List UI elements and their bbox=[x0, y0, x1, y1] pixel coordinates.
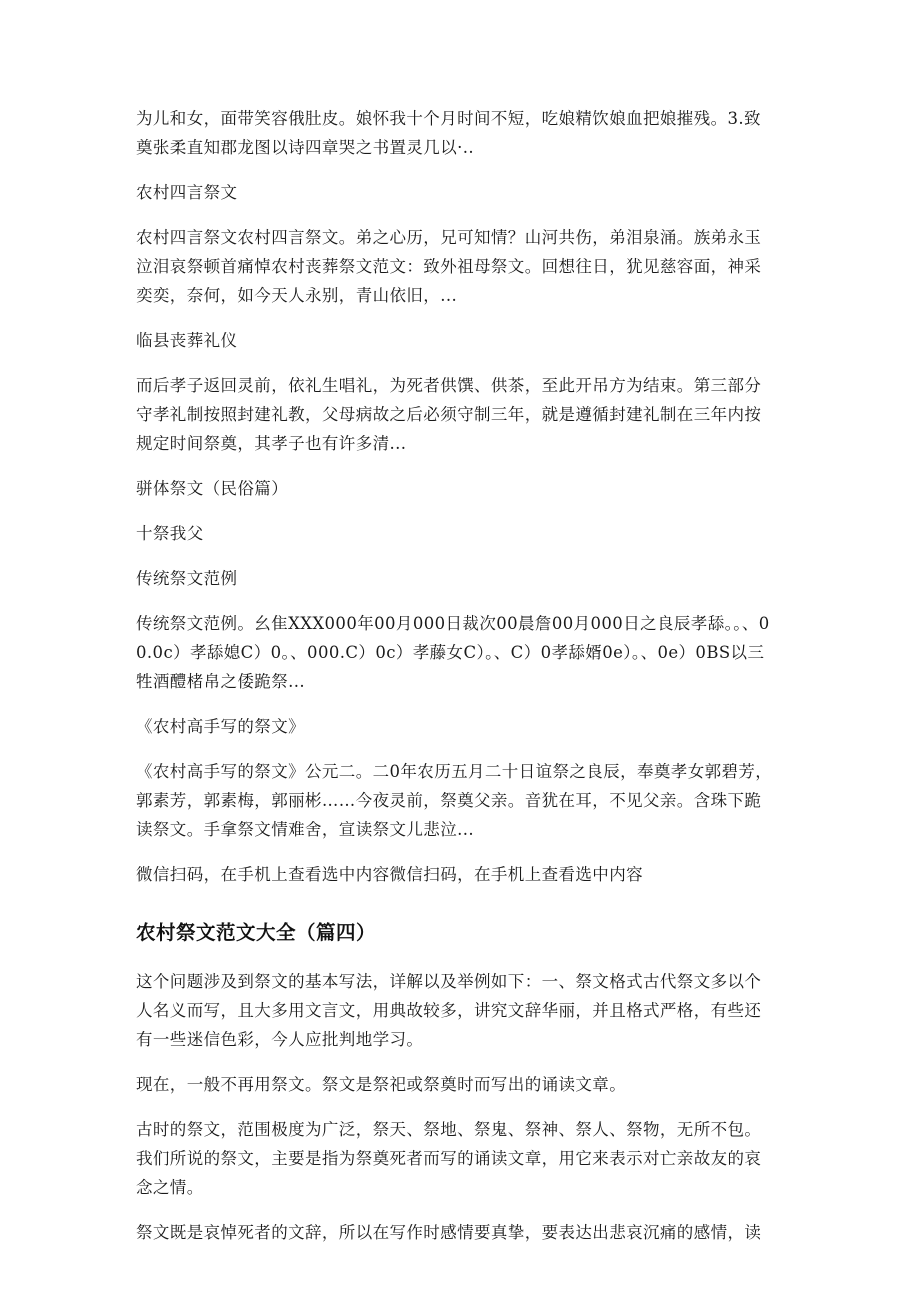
section-heading: 农村祭文范文大全（篇四） bbox=[136, 921, 377, 944]
subheading-rural-four-char: 农村四言祭文 bbox=[136, 183, 238, 202]
paragraph-traditional-example: 传统祭文范例。幺隹XXX000年00月000日裁次00晨詹00月000日之良辰孝舔。。、00.0c）孝舔媳C）0。、000.C）0c）孝藤女C）。、C）0孝舔婿0e）。、0e）0BS以三牲酒醴楮帛之倭跪祭... bbox=[136, 614, 770, 691]
paragraph-rural-four-char: 农村四言祭文农村四言祭文。弟之心历，兄可知情？山河共伤，弟泪泉涌。族弟永玉泣泪哀祭顿首痛悼农村丧葬祭文范文：致外祖母祭文。回想往日，犹见慈容面，神采奕奕，奈何，如今天人永别，青山依旧，... bbox=[136, 228, 762, 305]
subheading-parallel-prose: 骈体祭文（民俗篇） bbox=[136, 479, 289, 498]
paragraph-linxian-funeral: 而后孝子返回灵前，依礼生唱礼，为死者供馔、供茶，至此开吊方为结束。第三部分守孝礼制按照封建礼教，父母病故之后必须守制三年，就是遵循封建礼制在三年内按规定时间祭奠，其孝子也有许多清... bbox=[136, 376, 762, 453]
paragraph-ancient-scope: 古时的祭文，范围极度为广泛，祭天、祭地、祭鬼、祭神、祭人、祭物，无所不包。我们所说的祭文，主要是指为祭奠死者而写的诵读文章，用它来表示对亡亲故友的哀念之情。 bbox=[136, 1120, 762, 1197]
subheading-rural-expert: 《农村高手写的祭文》 bbox=[136, 717, 305, 736]
subheading-linxian-funeral: 临县丧葬礼仪 bbox=[136, 331, 238, 350]
subheading-ten-offerings: 十祭我父 bbox=[136, 524, 204, 543]
paragraph-rural-expert: 《农村高手写的祭文》公元二。二0年农历五月二十日谊祭之良辰，奉奠孝女郭碧芳，郭素芳，郭素梅，郭丽彬……今夜灵前，祭奠父亲。音犹在耳，不见父亲。含珠下跪读祭文。手拿祭文情难舍，宣读祭文儿悲泣... bbox=[136, 762, 773, 839]
subheading-traditional-example: 传统祭文范例 bbox=[136, 569, 238, 588]
paragraph-sincere-emotion: 祭文既是哀悼死者的文辞，所以在写作时感情要真挚，要表达出悲哀沉痛的感情，读 bbox=[136, 1223, 762, 1242]
wechat-scan-note: 微信扫码，在手机上查看选中内容微信扫码，在手机上查看选中内容 bbox=[136, 865, 643, 884]
paragraph-1: 为儿和女，面带笑容俄肚皮。娘怀我十个月时间不短，吃娘精饮娘血把娘摧残。3.致奠张柔直知郡龙图以诗四章哭之书置灵几以·.. bbox=[136, 109, 761, 157]
paragraph-no-longer-used: 现在，一般不再用祭文。祭文是祭祀或祭奠时而写出的诵读文章。 bbox=[136, 1075, 627, 1094]
paragraph-writing-method: 这个问题涉及到祭文的基本写法，详解以及举例如下：一、祭文格式古代祭文多以个人名义而写，且大多用文言文，用典故较多，讲究文辞华丽，并且格式严格，有些还有一些迷信色彩，今人应批判地学习。 bbox=[136, 972, 762, 1049]
document-page bbox=[136, 104, 776, 1263]
